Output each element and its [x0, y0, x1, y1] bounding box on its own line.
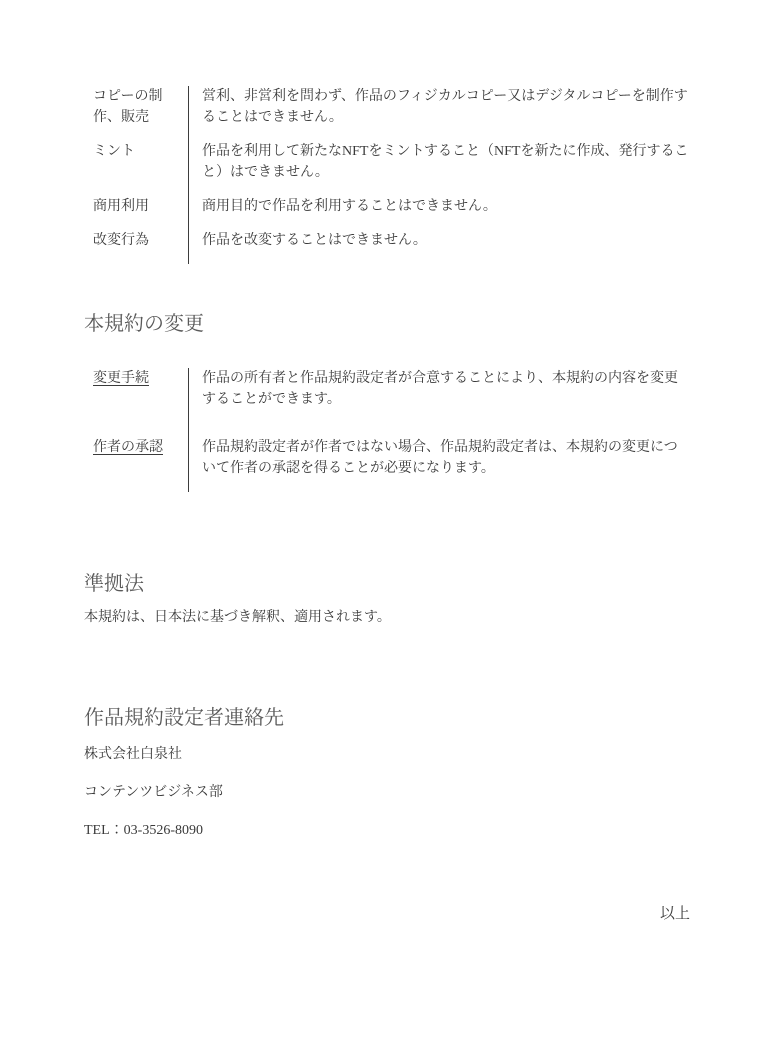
- closing-statement: 以上: [659, 906, 690, 922]
- contact-department: コンテンツビジネス部: [84, 785, 223, 800]
- restriction-row-label-copy-sale: コピーの制作、販売: [93, 89, 163, 125]
- restriction-row-label-mint: ミント: [93, 144, 135, 159]
- amendment-row-text-procedure: 作品の所有者と作品規約設定者が合意することにより、本規約の内容を変更することができます。: [188, 368, 690, 437]
- restriction-row-text-commercial-use: 商用目的で作品を利用することはできません。: [188, 196, 690, 230]
- usage-restrictions-table: [93, 86, 690, 264]
- section-heading-governing-law: 準拠法: [84, 573, 144, 595]
- contact-company-name: 株式会社白泉社: [84, 747, 182, 762]
- section-heading-amendment: 本規約の変更: [84, 313, 204, 335]
- amendment-row-label-procedure: 変更手続: [93, 371, 149, 386]
- amendment-row-text-author-approval: 作品規約設定者が作者ではない場合、作品規約設定者は、本規約の変更について作者の承認を得ることが必要になります。: [188, 437, 690, 492]
- restriction-row-label-alteration: 改変行為: [93, 233, 149, 248]
- restriction-row-text-copy-sale: 営利、非営利を問わず、作品のフィジカルコピー又はデジタルコピーを制作することはできません。: [188, 86, 690, 141]
- contact-telephone: TEL：03-3526-8090: [84, 823, 203, 838]
- section-heading-contact: 作品規約設定者連絡先: [84, 707, 284, 729]
- restriction-row-text-mint: 作品を利用して新たなNFTをミントすること（NFTを新たに作成、発行すること）はできません。: [188, 141, 690, 196]
- amendment-row-label-author-approval: 作者の承認: [93, 440, 163, 455]
- restriction-row-text-alteration: 作品を改変することはできません。: [188, 230, 690, 264]
- amendment-table: [93, 368, 690, 492]
- governing-law-text: 本規約は、日本法に基づき解釈、適用されます。: [84, 610, 391, 625]
- restriction-row-label-commercial-use: 商用利用: [93, 199, 149, 214]
